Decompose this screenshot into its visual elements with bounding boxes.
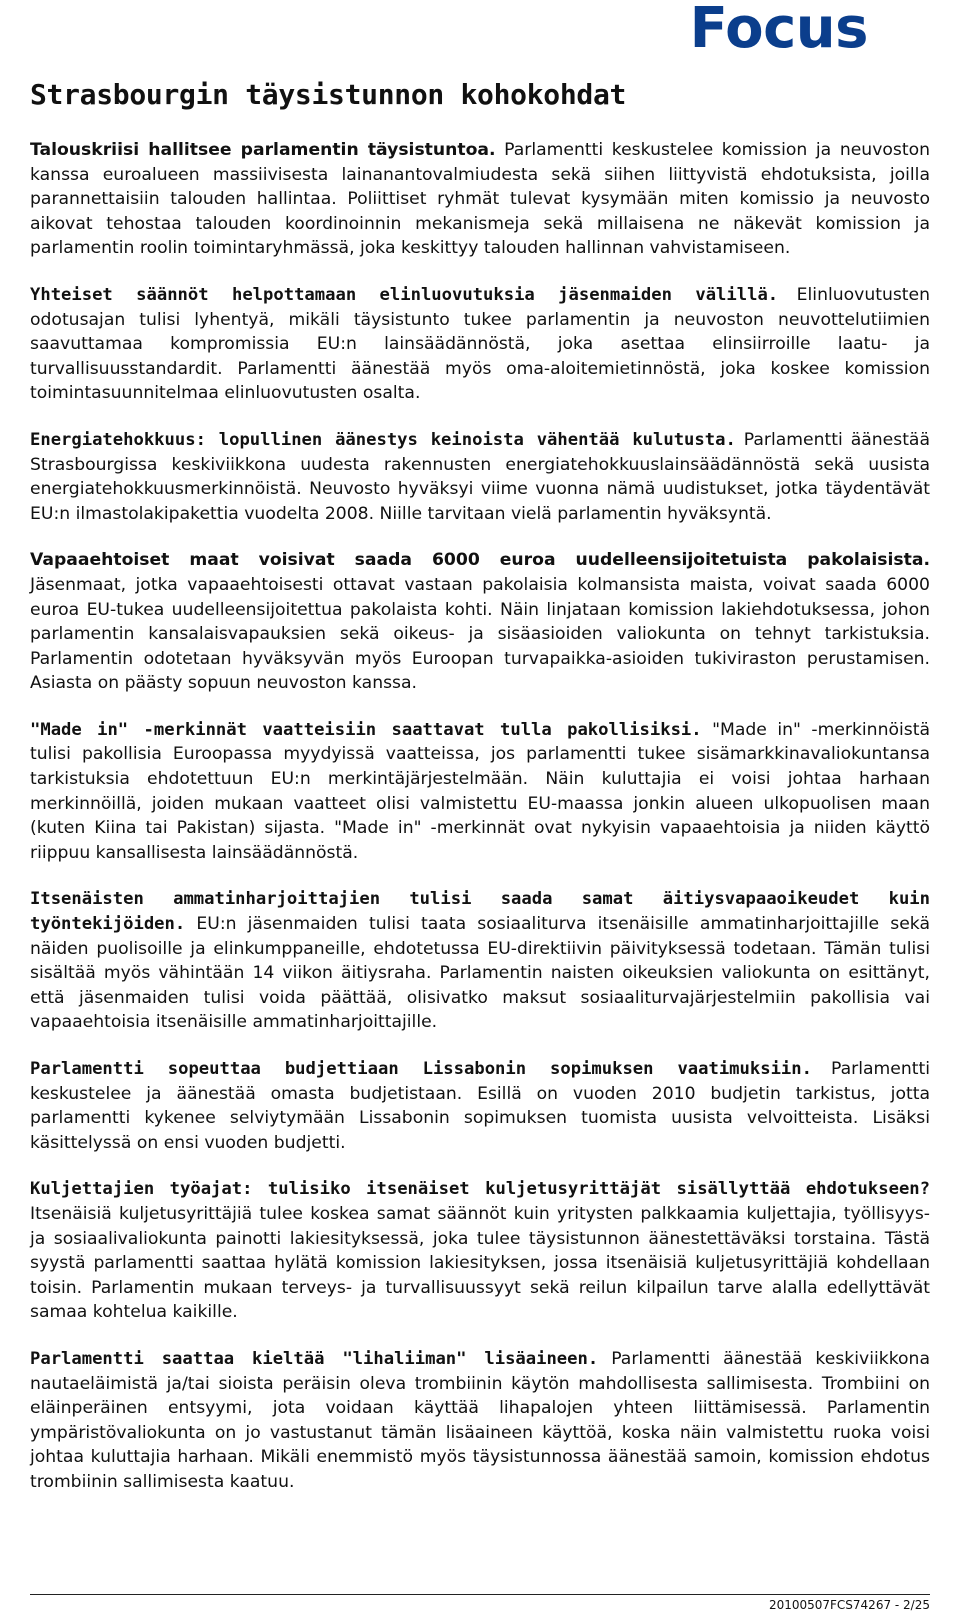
section-text: Elinluovutusten odotusajan tulisi lyhentyä, mikäli täysistunto tukee parlamentin ja neuvoston neuvottelutiimien saavuttamaa kompromissia EU:n lainsäädännöstä, joka asettaa elinsiirroille laatu- ja turvallisuusstandardit. Parlamentti äänestää myös oma-aloitemietinnöstä, joka koskee komission toimintasuunnitelmaa elinluovutusten osalta. [30, 284, 931, 404]
section-9 [30, 1347, 930, 1495]
section-lead: "Made in" -merkinnät vaatteisiin saattavat tulla pakollisiksi. [30, 719, 702, 740]
section-7 [30, 1057, 930, 1155]
section-lead: Yhteiset säännöt helpottamaan elinluovutuksia jäsenmaiden välillä. [30, 284, 779, 305]
article-body [30, 138, 930, 1517]
section-lead: Parlamentti sopeuttaa budjettiaan Lissabonin sopimuksen vaatimuksiin. [30, 1059, 812, 1079]
page-footer: 20100507FCS74267 - 2/25 [768, 1598, 930, 1612]
section-text: Parlamentti äänestää keskiviikkona nautaeläimistä ja/tai sioista peräisin oleva trombiinin käytön mahdollisesta sallimisesta. Trombiini on eläinperäinen entsyymi, jota voidaan käyttää lihapalojen yhteen liittämisessä. Parlamentin ympäristövaliokunta on jo vastustanut tämän lisäaineen käyttöä, koska näin valmistettu ruoka voisi johtaa kuluttajia harhaan. Mikäli enemmistö myös täysistunnossa äänestää samoin, komission ehdotus trombiinin sallimisesta kaatuu. [30, 1348, 930, 1492]
section-text: Itsenäisiä kuljetusyrittäjiä tulee koskea samat säännöt kuin yritysten palkkaamia kuljettajia, työllisyys- ja sosiaalivaliokunta painotti lakiesityksessä, joka tulee täysistunnon äänestettäväksi torstaina. Tästä syystä parlamentti saattaa hylätä komission lakiesityksen, jossa itsenäisiä kuljetusyrittäjiä kohdellaan toisin. Parlamentin mukaan terveys- ja turvallisuussyyt sekä reilun kilpailun tarve alalla edellyttävät samaa kohtelua kaikille. [30, 1203, 930, 1323]
section-5 [30, 718, 930, 866]
section-text: Parlamentti äänestää Strasbourgissa keskiviikkona uudesta rakennusten energiatehokkuuslainsäädännöstä sekä uusista energiatehokkuusmerkinnöistä. Neuvosto hyväksyi viime vuonna nämä uudistukset, jotka täydentävät EU:n ilmastolakipakettia vuodelta 2008. Niille tarvitaan vielä parlamentin hyväksyntä. [30, 429, 930, 524]
section-lead: Energiatehokkuus: lopullinen äänestys keinoista vähentää kulutusta. [30, 429, 736, 450]
section-2 [30, 283, 930, 406]
section-6 [30, 887, 930, 1035]
section-lead: Vapaaehtoiset maat voisivat saada 6000 euroa uudelleensijoitetuista pakolaisista. [30, 550, 930, 571]
section-text: Parlamentti keskustelee komission ja neuvoston kanssa euroalueen massiivisesta lainanantovalmiudesta sekä siihen liittyvistä ehdotuksista, joilla parannettaisiin talouden hallintaa. Poliittiset ryhmät tulevat kysymään miten komissio ja neuvosto aikovat tehostaa talouden koordinoinnin mekanismeja sekä millaisena ne näkevät komission ja parlamentin roolin toimintaryhmässä, joka keskittyy talouden hallinnan vahvistamiseen. [30, 140, 930, 259]
section-lead: Talouskriisi hallitsee parlamentin täysistuntoa. [30, 140, 496, 160]
section-lead: Kuljettajien työajat: tulisiko itsenäiset kuljetusyrittäjät sisällyttää ehdotukseen? [30, 1179, 930, 1200]
footer-divider [30, 1594, 930, 1595]
section-4 [30, 548, 930, 696]
section-text: "Made in" -merkinnöistä tulisi pakollisia Euroopassa myydyissä vaatteissa, jos parlamentti tukee sisämarkkinavaliokuntansa tarkistuksia ehdotettuun EU:n merkintäjärjestelmään. Näin kuluttajia ei voisi johtaa harhaan merkinnöillä, joiden mukaan vaatteet olisi valmistettu EU-maassa jonkin alueen ulkopuolisen maan (kuten Kiina tai Pakistan) sijasta. "Made in" -merkinnät ovat nykyisin vapaaehtoisia ja niiden käyttö riippuu kansallisesta lainsäädännöstä. [30, 719, 930, 863]
section-8 [30, 1177, 930, 1325]
section-3 [30, 428, 930, 526]
brand-title: Focus [689, 0, 868, 61]
section-lead: Itsenäisten ammatinharjoittajien tulisi saada samat äitiysvapaaoikeudet kuin työntekijöiden. [30, 889, 930, 935]
section-lead: Parlamentti saattaa kieltää "lihaliiman" lisäaineen. [30, 1348, 599, 1369]
section-text: EU:n jäsenmaiden tulisi taata sosiaaliturva itsenäisille ammatinharjoittajille sekä näiden puolisoille ja elinkumppaneille, ehdotetussa EU-direktiivin päivityksessä todetaan. Tämän tulisi sisältää myös vähintään 14 viikon äitiysraha. Parlamentin naisten oikeuksien valiokunta on esittänyt, että jäsenmaiden tulisi voida päättää, olisivatko maksut sosiaaliturvajärjestelmiin pakollisia vai vapaaehtoisia itsenäisille ammatinharjoittajille. [30, 914, 930, 1033]
page-title: Strasbourgin täysistunnon kohokohdat [30, 78, 627, 111]
section-text: Jäsenmaat, jotka vapaaehtoisesti ottavat vastaan pakolaisia kolmansista maista, voivat saada 6000 euroa EU-tukea uudelleensijoitettua pakolaista kohti. Näin linjataan komission lakiehdotuksessa, johon parlamentin kansalaisvapauksien sekä oikeus- ja sisäasioiden valiokunta on tehnyt tarkistuksia. Parlamentin odotetaan hyväksyvän myös Euroopan turvapaikka-asioiden tukiviraston perustamisen. Asiasta on päästy sopuun neuvoston kanssa. [30, 574, 930, 694]
section-text: Parlamentti keskustelee ja äänestää omasta budjetistaan. Esillä on vuoden 2010 budjetin tarkistus, jotta parlamentti kykenee selviytymään Lissabonin sopimuksen tuomista uusista velvoitteista. Lisäksi käsittelyssä on ensi vuoden budjetti. [30, 1059, 930, 1153]
section-1 [30, 138, 930, 261]
